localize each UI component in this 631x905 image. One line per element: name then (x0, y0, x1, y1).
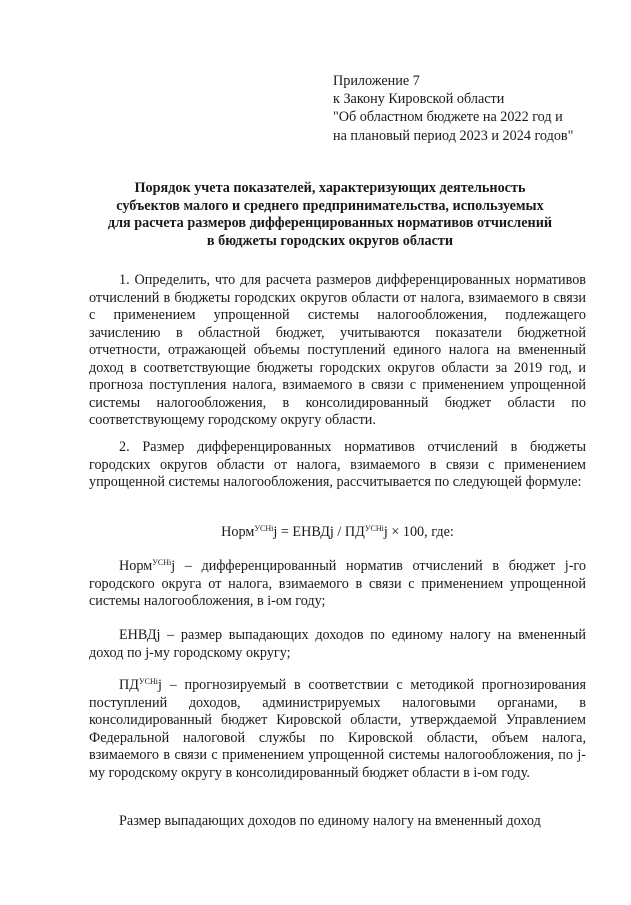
formula-middle: j = ЕНВДj / ПД (273, 524, 365, 540)
title-line-1: Порядок учета показателей, характеризующих деятельность (134, 180, 526, 196)
formula (89, 523, 586, 541)
definition-pd-term: ПД (119, 677, 139, 693)
appendix-line-1: Приложение 7 (333, 73, 420, 89)
appendix-header (333, 72, 613, 145)
formula-sup-2: УСНі (364, 524, 384, 533)
appendix-line-2: к Закону Кировской области (333, 91, 505, 108)
appendix-line-3: "Об областном бюджете на 2022 год и (333, 109, 563, 126)
formula-sup-1: УСНі (254, 524, 274, 533)
paragraph-2: 2. Размер дифференцированных нормативов отчислений в бюджеты городских округов области от налога, взимаемого в связи с применением упрощенной системы налогообложения, рассчитывается по следующей формуле: (89, 439, 586, 490)
appendix-line-4: на плановый период 2023 и 2024 годов" (333, 127, 574, 144)
title-line-3: для расчета размеров дифференцированных нормативов отчислений (107, 215, 553, 231)
definition-pd (89, 677, 586, 782)
definition-norm-text: j – дифференцированный норматив отчислений в бюджет j-го городского округа от налога, взимаемого в связи с применением упрощенной системы налогообложения, в і-ом году; (89, 558, 586, 609)
paragraph-1: 1. Определить, что для расчета размеров дифференцированных нормативов отчислений в бюджеты городских округов области от налога, взимаемого в связи с применением упрощенной системы налогообложения, подлежащего зачислению в областной бюджет, учитываются показатели бюджетной отчетности, отражающей объемы поступлений единого налога на вмененный доход в соответствующие бюджеты городских округов области за 2019 год, и прогноза поступления налога, взимаемого в связи с применением упрощенной системы налогообложения, в консолидированный бюджет области по соответствующему городскому округу области. (89, 272, 586, 428)
title-line-4: в бюджеты городских округов области (206, 232, 454, 249)
document-title (60, 180, 600, 250)
formula-norm: Норм (221, 524, 255, 540)
definition-envd: ЕНВДj – размер выпадающих доходов по единому налогу на вмененный доход по j-му городскому округу; (89, 627, 586, 661)
definition-norm-term: Норм (119, 558, 153, 574)
final-line: Размер выпадающих доходов по единому налогу на вмененный доход (119, 813, 541, 829)
definition-pd-sup: УСНі (138, 677, 158, 686)
formula-tail: j × 100, где: (383, 524, 454, 540)
definition-norm-sup: УСНі (152, 558, 172, 567)
title-line-2: субъектов малого и среднего предпринимательства, используемых (116, 197, 544, 214)
definition-norm (89, 558, 586, 611)
definition-pd-text: j – прогнозируемый в соответствии с методикой прогнозирования поступлений доходов, администрируемых налоговыми органами, в консолидированный бюджет Кировской области, утверждаемой Управлением Федеральной налоговой службы по Кировской области, объем налога, взимаемого в связи с применением упрощенной системы налогообложения, по j-му городскому округу в консолидированный бюджет области в і-ом году. (89, 677, 586, 781)
